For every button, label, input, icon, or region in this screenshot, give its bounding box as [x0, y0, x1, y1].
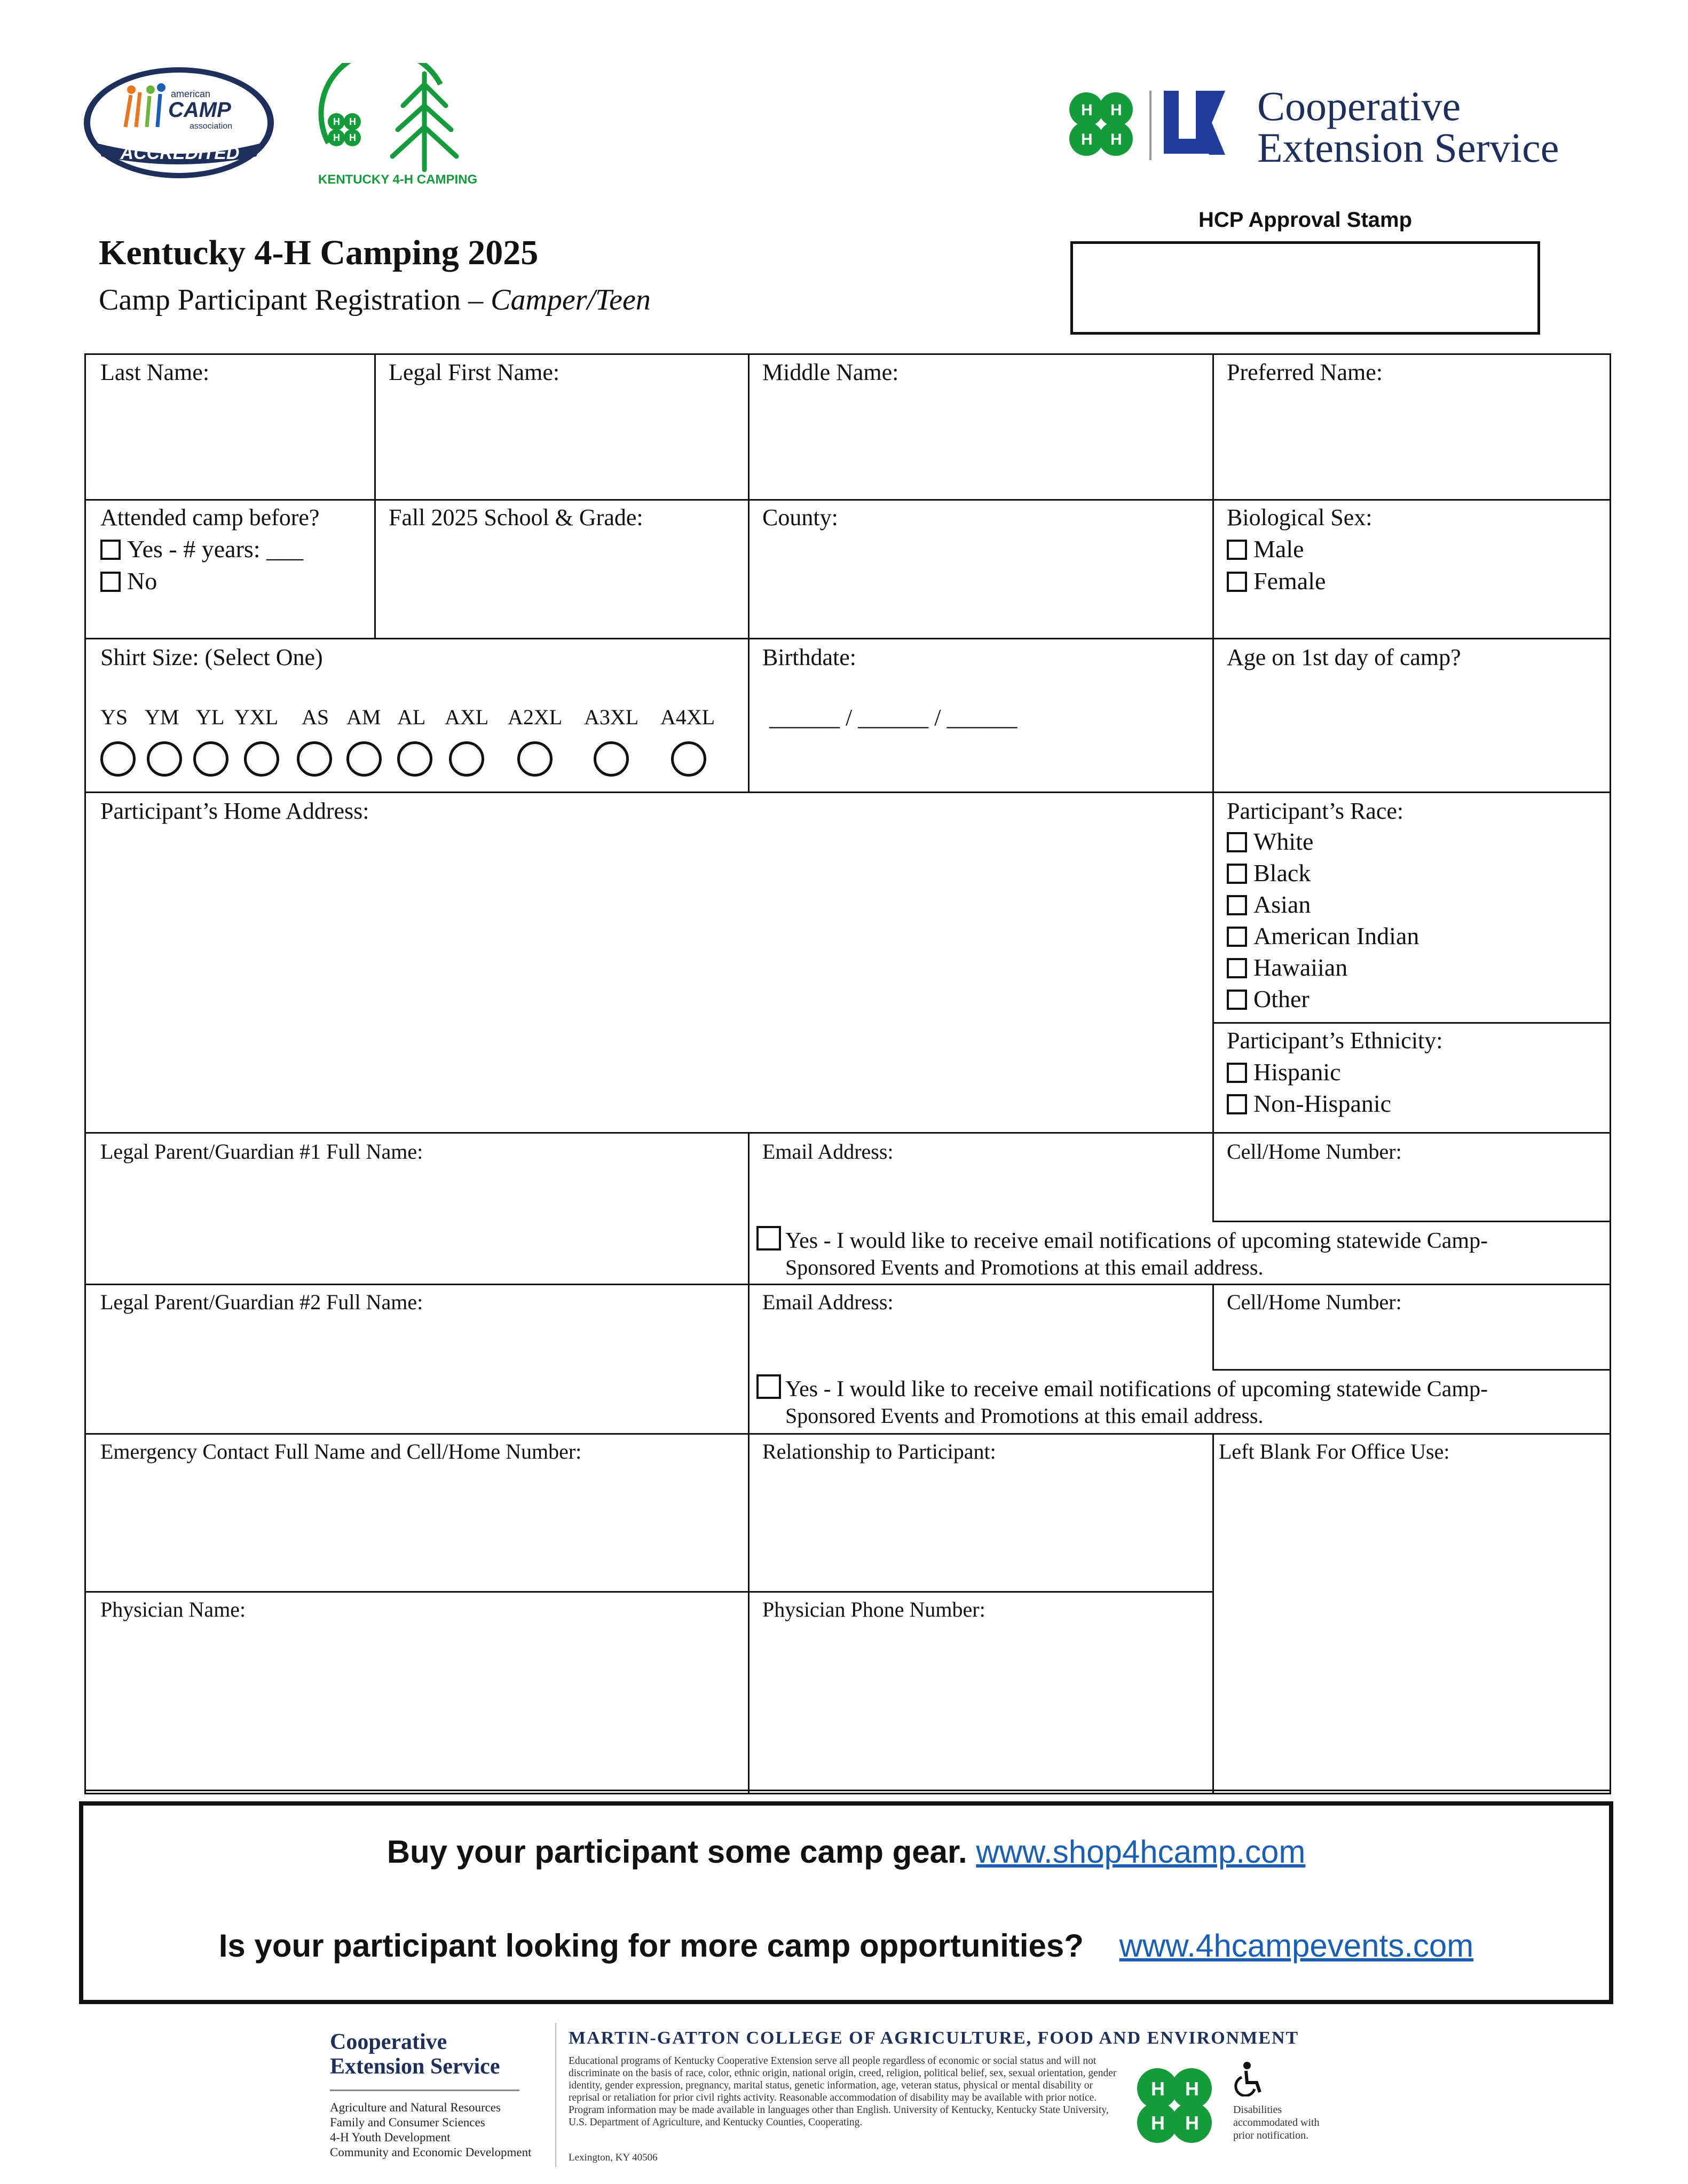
sex-female-option[interactable]: [1227, 567, 1326, 595]
aca-line1: american: [171, 89, 211, 99]
svg-text:H: H: [349, 116, 356, 127]
guardian1-optin-checkbox[interactable]: [756, 1226, 781, 1251]
gear-line-1: [83, 1833, 1609, 1870]
footer-unit: Agriculture and Natural Resources: [330, 2101, 501, 2114]
guardian2-optin-line1: Yes - I would like to receive email notifications of upcoming statewide Camp-: [785, 1377, 1488, 1402]
accessibility-notice: [1233, 2061, 1340, 2142]
guardian2-optin-checkbox[interactable]: [756, 1374, 781, 1399]
sex-male-checkbox[interactable]: [1227, 540, 1247, 560]
gear-line1-text: Buy your participant some camp gear.: [386, 1834, 967, 1870]
ethnicity-non-hispanic-checkbox[interactable]: [1227, 1094, 1247, 1114]
physician-phone-label: Physician Phone Number:: [762, 1597, 985, 1621]
size-ys: YS: [100, 705, 128, 729]
size-axl-radio[interactable]: [449, 741, 484, 777]
size-ym: YM: [145, 705, 179, 729]
size-yxl: YXL: [234, 705, 279, 729]
guardian2-email-label: Email Address:: [762, 1290, 894, 1314]
ethnicity-non-hispanic-label: Non-Hispanic: [1253, 1090, 1392, 1117]
race-other-checkbox[interactable]: [1227, 990, 1247, 1010]
size-a2xl-radio[interactable]: [517, 741, 553, 777]
page-title: Kentucky 4-H Camping 2025: [99, 233, 539, 272]
middle-name-label: Middle Name:: [762, 359, 899, 385]
guardian2-phone-label: Cell/Home Number:: [1227, 1290, 1402, 1314]
legal-first-name-label: Legal First Name:: [389, 359, 560, 385]
race-hawaiian-option[interactable]: [1227, 954, 1347, 982]
size-a4xl-radio[interactable]: [671, 741, 706, 777]
aca-badge: ACCREDITED: [120, 143, 240, 163]
guardian1-name-label: Legal Parent/Guardian #1 Full Name:: [100, 1140, 423, 1164]
registration-form: [84, 353, 1611, 1794]
school-grade-label: Fall 2025 School & Grade:: [389, 504, 643, 531]
footer-statement: Educational programs of Kentucky Cooperative Extension serve all people regardless of economic or social status and will not discriminate on the basis of race, color, ethnic origin, national origin, creed, religion, political belief, sex, sexual orientation, gender identity, gender expression, pregnancy, marital status, genetic information, age, veteran status, physical or mental disability or reprisal or retaliation for prior civil rights activity. Reasonable accommodation of disability may be available with prior notice. Program information may be made available in languages other than English. University of Kentucky, Kentucky State University, U.S. Department of Agriculture, and Kentucky Counties, Cooperating.: [569, 2055, 1117, 2128]
ethnicity-non-hispanic-option[interactable]: [1227, 1090, 1391, 1118]
svg-text:H: H: [1110, 101, 1122, 119]
preferred-name-label: Preferred Name:: [1227, 359, 1383, 385]
footer-unit: Community and Economic Development: [330, 2146, 532, 2159]
sex-female-label: Female: [1253, 567, 1326, 595]
footer-college-name: MARTIN-GATTON COLLEGE OF AGRICULTURE, FOOD AND ENVIRONMENT: [569, 2028, 1299, 2048]
ethnicity-label: Participant’s Ethnicity:: [1227, 1027, 1443, 1054]
size-a4xl: A4XL: [660, 705, 715, 729]
shirt-size-label: Shirt Size: (Select One): [100, 644, 323, 670]
emergency-contact-label: Emergency Contact Full Name and Cell/Home Number:: [100, 1439, 582, 1463]
footer-ces-name: [330, 2030, 500, 2079]
4h-clover-icon: [1132, 2063, 1217, 2148]
size-yxl-radio[interactable]: [244, 741, 279, 777]
size-a3xl: A3XL: [584, 705, 639, 729]
aca-line2: CAMP: [168, 98, 231, 122]
birthdate-blank[interactable]: ______ / ______ / ______: [769, 705, 1017, 731]
attended-no-label: No: [127, 567, 157, 595]
size-as-radio[interactable]: [297, 741, 332, 777]
biological-sex-label: Biological Sex:: [1227, 504, 1373, 531]
sex-female-checkbox[interactable]: [1227, 572, 1247, 592]
aca-line3: association: [190, 122, 233, 131]
ethnicity-hispanic-label: Hispanic: [1253, 1058, 1341, 1086]
race-white-checkbox[interactable]: [1227, 832, 1247, 852]
size-as: AS: [302, 705, 329, 729]
guardian1-phone-label: Cell/Home Number:: [1227, 1140, 1402, 1164]
attended-yes-label: Yes - # years: ___: [127, 535, 304, 563]
size-a2xl: A2XL: [508, 705, 563, 729]
race-other-label: Other: [1253, 985, 1310, 1012]
guardian2-optin-line2: Sponsored Events and Promotions at this email address.: [785, 1404, 1264, 1428]
attended-no-checkbox[interactable]: [100, 572, 121, 592]
footer-ces-line1: Cooperative: [330, 2030, 447, 2054]
hcp-stamp-label: HCP Approval Stamp: [1198, 208, 1413, 232]
subtitle-italic: Camper/Teen: [491, 283, 651, 316]
svg-text:H: H: [349, 132, 356, 143]
ethnicity-hispanic-option[interactable]: [1227, 1058, 1341, 1086]
size-a3xl-radio[interactable]: [594, 741, 629, 777]
race-black-label: Black: [1253, 859, 1311, 887]
size-am: AM: [346, 705, 381, 729]
race-asian-label: Asian: [1253, 891, 1311, 918]
svg-text:H: H: [333, 132, 340, 143]
relationship-label: Relationship to Participant:: [762, 1439, 996, 1463]
size-ys-radio[interactable]: [100, 741, 136, 777]
ethnicity-hispanic-checkbox[interactable]: [1227, 1063, 1247, 1083]
svg-text:H: H: [333, 116, 340, 127]
subtitle-main: Camp Participant Registration –: [99, 283, 491, 316]
cooperative-extension-logo: [1065, 80, 1577, 171]
size-al-radio[interactable]: [397, 741, 432, 777]
svg-text:H: H: [1185, 2078, 1199, 2100]
svg-text:H: H: [1081, 131, 1093, 148]
svg-text:H: H: [1185, 2112, 1199, 2134]
race-american-indian-label: American Indian: [1253, 922, 1419, 949]
guardian1-optin[interactable]: [756, 1226, 1488, 1254]
gear-line-2: [83, 1927, 1609, 1964]
svg-text:H: H: [1151, 2078, 1165, 2100]
footer-city: Lexington, KY 40506: [569, 2152, 658, 2163]
size-yl-radio[interactable]: [193, 741, 228, 777]
race-asian-checkbox[interactable]: [1227, 895, 1247, 915]
age-first-day-label: Age on 1st day of camp?: [1227, 644, 1461, 670]
footer-separator: [555, 2023, 556, 2167]
footer-unit: Family and Consumer Sciences: [330, 2116, 485, 2129]
sex-male-label: Male: [1253, 535, 1304, 563]
ces-logo-line1: Cooperative: [1257, 83, 1461, 129]
race-black-option[interactable]: [1227, 859, 1311, 887]
guardian1-optin-line1: Yes - I would like to receive email notifications of upcoming statewide Camp-: [785, 1229, 1488, 1253]
race-white-option[interactable]: [1227, 828, 1313, 856]
size-axl: AXL: [445, 705, 489, 729]
footer-ces-line2: Extension Service: [330, 2054, 500, 2079]
race-asian-option[interactable]: [1227, 891, 1311, 919]
shop-link[interactable]: www.shop4hcamp.com: [976, 1834, 1306, 1870]
accessibility-text: Disabilities accommodated with prior notification.: [1233, 2104, 1320, 2141]
birthdate-label: Birthdate:: [762, 644, 856, 670]
camp-gear-box: [79, 1801, 1613, 2004]
physician-name-label: Physician Name:: [100, 1597, 246, 1621]
race-american-indian-option[interactable]: [1227, 922, 1419, 950]
footer-units: [330, 2100, 532, 2160]
gear-line2-text: Is your participant looking for more camp opportunities?: [218, 1928, 1084, 1964]
attended-yes-checkbox[interactable]: [100, 540, 121, 560]
svg-text:H: H: [1081, 101, 1093, 119]
race-label: Participant’s Race:: [1227, 798, 1404, 824]
size-al: AL: [397, 705, 426, 729]
ces-logo-text: [1257, 85, 1559, 169]
wheelchair-icon: [1233, 2061, 1265, 2096]
attended-yes-option[interactable]: [100, 535, 303, 563]
guardian2-name-label: Legal Parent/Guardian #2 Full Name:: [100, 1290, 423, 1314]
hcp-stamp-box: [1070, 241, 1540, 335]
page-subtitle: [99, 283, 651, 317]
last-name-label: Last Name:: [100, 359, 210, 385]
race-black-checkbox[interactable]: [1227, 864, 1247, 884]
race-american-indian-checkbox[interactable]: [1227, 927, 1247, 947]
county-label: County:: [762, 504, 838, 531]
guardian1-optin-line2: Sponsored Events and Promotions at this email address.: [785, 1255, 1264, 1279]
size-am-radio[interactable]: [346, 741, 382, 777]
race-hawaiian-checkbox[interactable]: [1227, 958, 1247, 978]
aca-accredited-logo: [80, 63, 278, 183]
size-ym-radio[interactable]: [147, 741, 182, 777]
svg-text:H: H: [1151, 2112, 1165, 2134]
footer-unit: 4-H Youth Development: [330, 2131, 451, 2144]
race-white-label: White: [1253, 828, 1314, 855]
attended-no-option[interactable]: [100, 567, 157, 595]
race-hawaiian-label: Hawaiian: [1253, 954, 1348, 981]
guardian1-email-label: Email Address:: [762, 1140, 894, 1164]
footer-divider: [330, 2090, 519, 2091]
ces-logo-line2: Extension Service: [1257, 124, 1559, 171]
kentucky-4h-camping-logo: [307, 63, 488, 191]
events-link[interactable]: www.4hcampevents.com: [1119, 1928, 1474, 1964]
guardian2-optin[interactable]: [756, 1374, 1488, 1402]
camping-logo-text: KENTUCKY 4-H CAMPING: [318, 172, 478, 187]
race-other-option[interactable]: [1227, 985, 1310, 1013]
office-use-label: Left Blank For Office Use:: [1219, 1439, 1450, 1463]
svg-text:H: H: [1110, 131, 1122, 148]
home-address-label: Participant’s Home Address:: [100, 798, 369, 824]
attended-camp-label: Attended camp before?: [100, 504, 320, 531]
sex-male-option[interactable]: [1227, 535, 1304, 563]
size-yl: YL: [196, 705, 225, 729]
